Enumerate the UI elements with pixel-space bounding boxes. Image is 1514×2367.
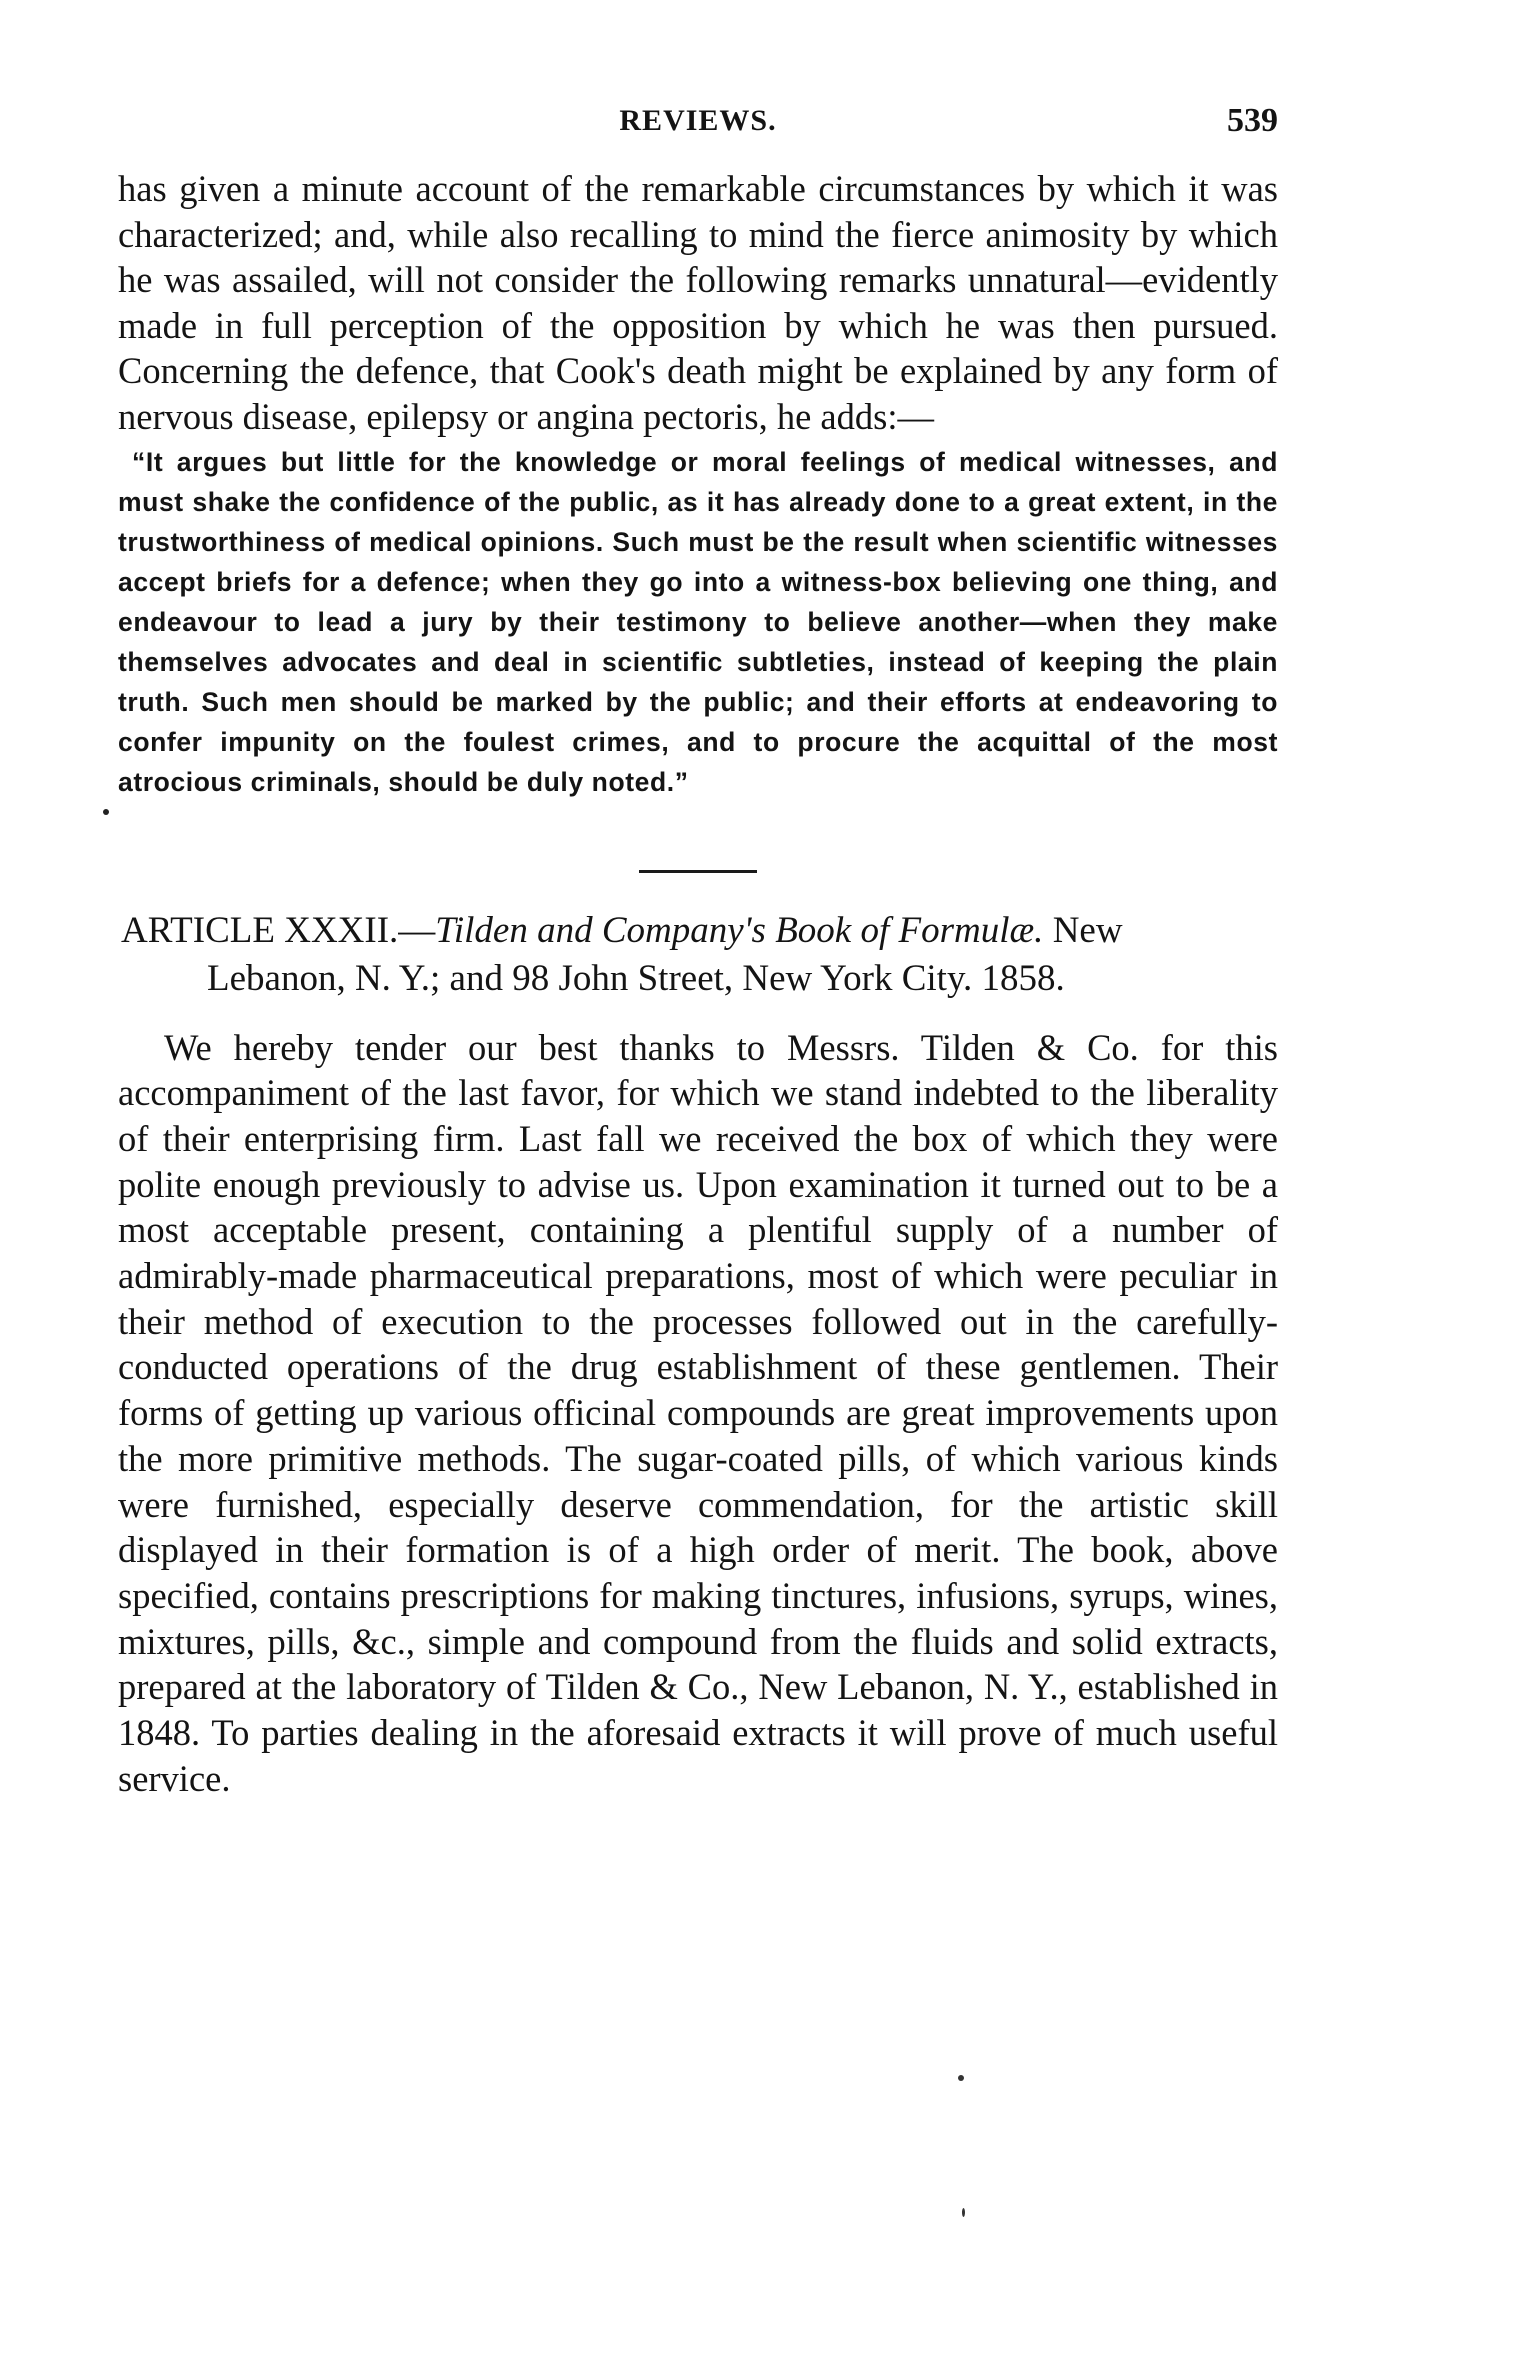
block-quote: “It argues but little for the knowledge or moral feelings of medical witnesses, and must shake the confidence of the public, as it has already done to a great extent, in the trustworthiness of medical opinions. Such must be the result when scientific witnesses accept briefs for a defence; when they go into a witness-box believing one thing, and endeavour to lead a jury by their testimony to believe another—when they make themselves advocates and deal in scientific subtleties, instead of keeping the plain truth. Such men should be marked by the public; and their efforts at endeavoring to confer impunity on the foulest crimes, and to procure the acquittal of the most atrocious criminals, should be duly noted.” <box>118 446 1278 797</box>
stray-ink-dot <box>958 2075 964 2081</box>
running-head <box>118 104 1278 164</box>
article-title: Tilden and Company's Book of Formulæ. <box>435 909 1044 951</box>
article-heading <box>118 907 1278 1003</box>
article-body: We hereby tender our best thanks to Messrs. Tilden & Co. for this accompaniment of the last favor, for which we stand indebted to the liberality of their enterprising firm. Last fall we received the box of which they were polite enough previously to advise us. Upon examination it turned out to be a most acceptable present, containing a plentiful supply of a number of admirably-made pharmaceutical preparations, most of which were peculiar in their method of execution to the processes followed out in the carefully-conducted operations of the drug establishment of these gentlemen. Their forms of getting up various officinal compounds are great improvements upon the more primitive methods. The sugar-coated pills, of which various kinds were furnished, especially deserve commendation, for the artistic skill displayed in their formation is of a high order of merit. The book, above specified, contains prescriptions for making tinctures, infusions, syrups, wines, mixtures, pills, &c., simple and compound from the fluids and solid extracts, prepared at the laboratory of Tilden & Co., New Lebanon, N. Y., established in 1848. To parties dealing in the aforesaid extracts it will prove of much useful service. <box>118 1026 1278 1799</box>
margin-dot-mark <box>103 809 109 815</box>
book-page <box>118 104 1278 1838</box>
running-title: REVIEWS. <box>619 104 777 137</box>
article-place: New <box>1052 909 1123 951</box>
stray-ink-mark <box>962 2208 965 2217</box>
page-number: 539 <box>1227 102 1278 139</box>
section-divider-rule <box>639 870 757 873</box>
article-number: ARTICLE XXXII.— <box>121 909 436 951</box>
article-imprint: Lebanon, N. Y.; and 98 John Street, New York City. 1858. <box>207 957 1065 999</box>
intro-paragraph: has given a minute account of the remarkable circumstances by which it was characterized; and, while also recalling to mind the fierce animosity by which he was assailed, will not consider the following remarks unnatural—evidently made in full perception of the opposition by which he was then pursued. Concerning the defence, that Cook's death might be explained by any form of nervous disease, epilepsy or angina pectoris, he adds:— <box>118 168 1278 437</box>
